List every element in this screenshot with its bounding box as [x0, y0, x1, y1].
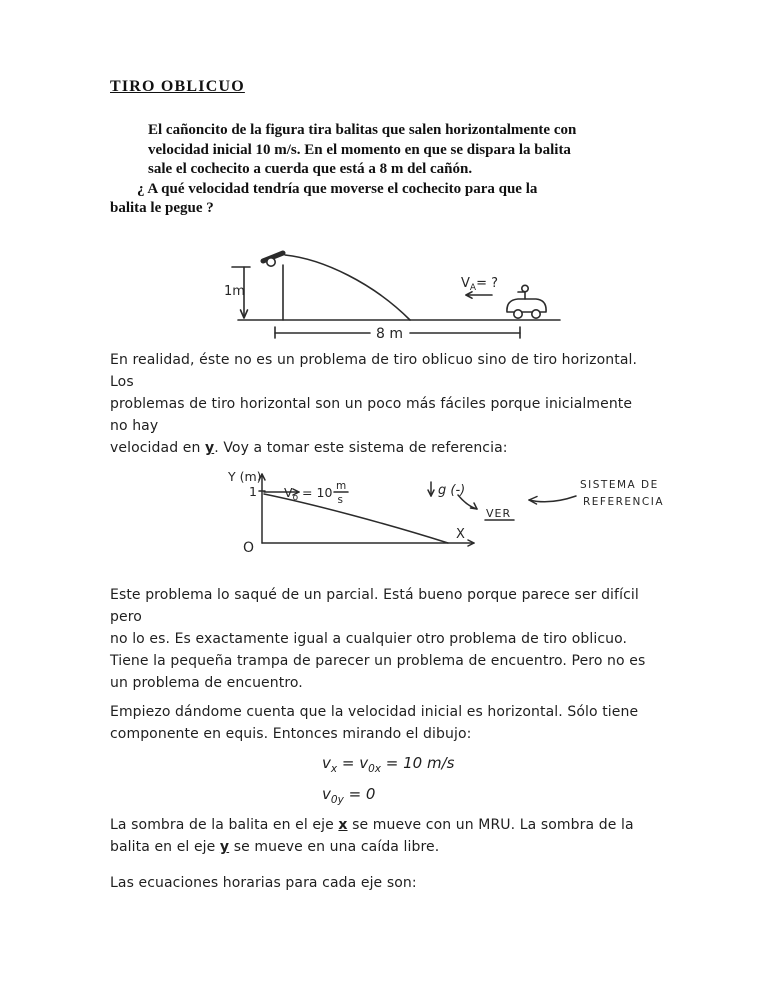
text-line: no hay: [110, 418, 159, 434]
text-segment: . Voy a tomar este sistema de referencia:: [214, 440, 508, 456]
emphasis-y: y: [219, 839, 230, 855]
equation-v0y: $v_{0y} = 0$: [322, 785, 376, 806]
v0-label: $V_o = 10$: [284, 485, 333, 503]
text-line: componente en equis. Entonces mirando el dibujo:: [110, 726, 472, 742]
car-velocity-label: $V_A=$ ?: [461, 276, 499, 293]
text-line: En realidad, éste no es un problema de tiro oblicuo sino de tiro horizontal.: [110, 352, 638, 368]
figure-cannon-diagram: [218, 243, 578, 345]
ver-label: VER: [486, 507, 512, 520]
paragraph-commentary: [110, 584, 690, 694]
paragraph-intro: [110, 349, 690, 459]
problem-question-line: ¿ A qué velocidad tendría que moverse el cochecito para que la: [137, 180, 538, 197]
paragraph-equations-intro: [110, 872, 690, 894]
toy-car-icon: [507, 285, 546, 318]
text-segment: La sombra de la balita en el eje: [110, 817, 339, 833]
figure-reference-system: [228, 462, 678, 567]
problem-question-line: balita le pegue ?: [110, 200, 214, 216]
text-line: Este problema lo saqué de un parcial. Está bueno porque parece ser difícil: [110, 587, 639, 603]
text-line: [110, 814, 690, 836]
equation-vx: $v_x = v_{0x} = 10$ m/s: [322, 754, 455, 775]
system-pointer-arrow: [529, 496, 576, 504]
emphasis-y: y: [204, 440, 215, 456]
velocity-equations: [322, 751, 454, 813]
text-line: Las ecuaciones horarias para cada eje son:: [110, 875, 417, 891]
v0-unit-denominator: s: [337, 494, 343, 506]
problem-line: sale el cochecito a cuerda que está a 8 m del cañón.: [148, 161, 473, 177]
x-axis-label: X: [456, 527, 465, 542]
text-segment: balita en el eje: [110, 839, 220, 855]
text-segment: se mueve con un MRU. La sombra de la: [347, 817, 634, 833]
text-line: Tiene la pequeña trampa de parecer un problema de encuentro. Pero no es: [110, 653, 646, 669]
y-tick-label: 1: [249, 484, 257, 499]
text-line: pero: [110, 609, 142, 625]
cannon-icon: [263, 253, 283, 266]
text-line: Los: [110, 374, 134, 390]
trajectory-curve: [285, 255, 410, 320]
problem-statement: [110, 121, 670, 219]
text-segment: se mueve en una caída libre.: [229, 839, 440, 855]
paragraph-initial-velocity: [110, 701, 690, 745]
page-title: TIRO OBLICUO: [110, 78, 245, 95]
gravity-label: g (-): [438, 483, 466, 498]
text-line: Empiezo dándome cuenta que la velocidad inicial es horizontal. Sólo tiene: [110, 704, 639, 720]
problem-line: El cañoncito de la figura tira balitas que salen horizontalmente con: [148, 122, 577, 138]
text-line: problemas de tiro horizontal son un poco más fáciles porque inicialmente: [110, 396, 633, 412]
height-dimension-label: 1m: [224, 284, 245, 299]
text-segment: velocidad en: [110, 440, 205, 456]
origin-label: O: [243, 540, 255, 556]
paragraph-shadows: [110, 814, 690, 858]
text-line: [110, 836, 690, 858]
text-line: [110, 437, 690, 459]
v0-unit-numerator: m: [336, 480, 347, 492]
system-label-line1: SISTEMA DE: [580, 479, 659, 491]
y-axis-label: Y (m): [228, 469, 262, 484]
y-axis: [259, 474, 265, 543]
distance-dimension-label: 8 m: [376, 326, 403, 342]
text-line: un problema de encuentro.: [110, 675, 303, 691]
emphasis-x: x: [338, 817, 348, 833]
problem-line: velocidad inicial 10 m/s. En el momento en que se dispara la balita: [148, 141, 571, 158]
text-line: no lo es. Es exactamente igual a cualquier otro problema de tiro oblicuo.: [110, 631, 628, 647]
system-label-line2: REFERENCIA: [583, 496, 664, 508]
